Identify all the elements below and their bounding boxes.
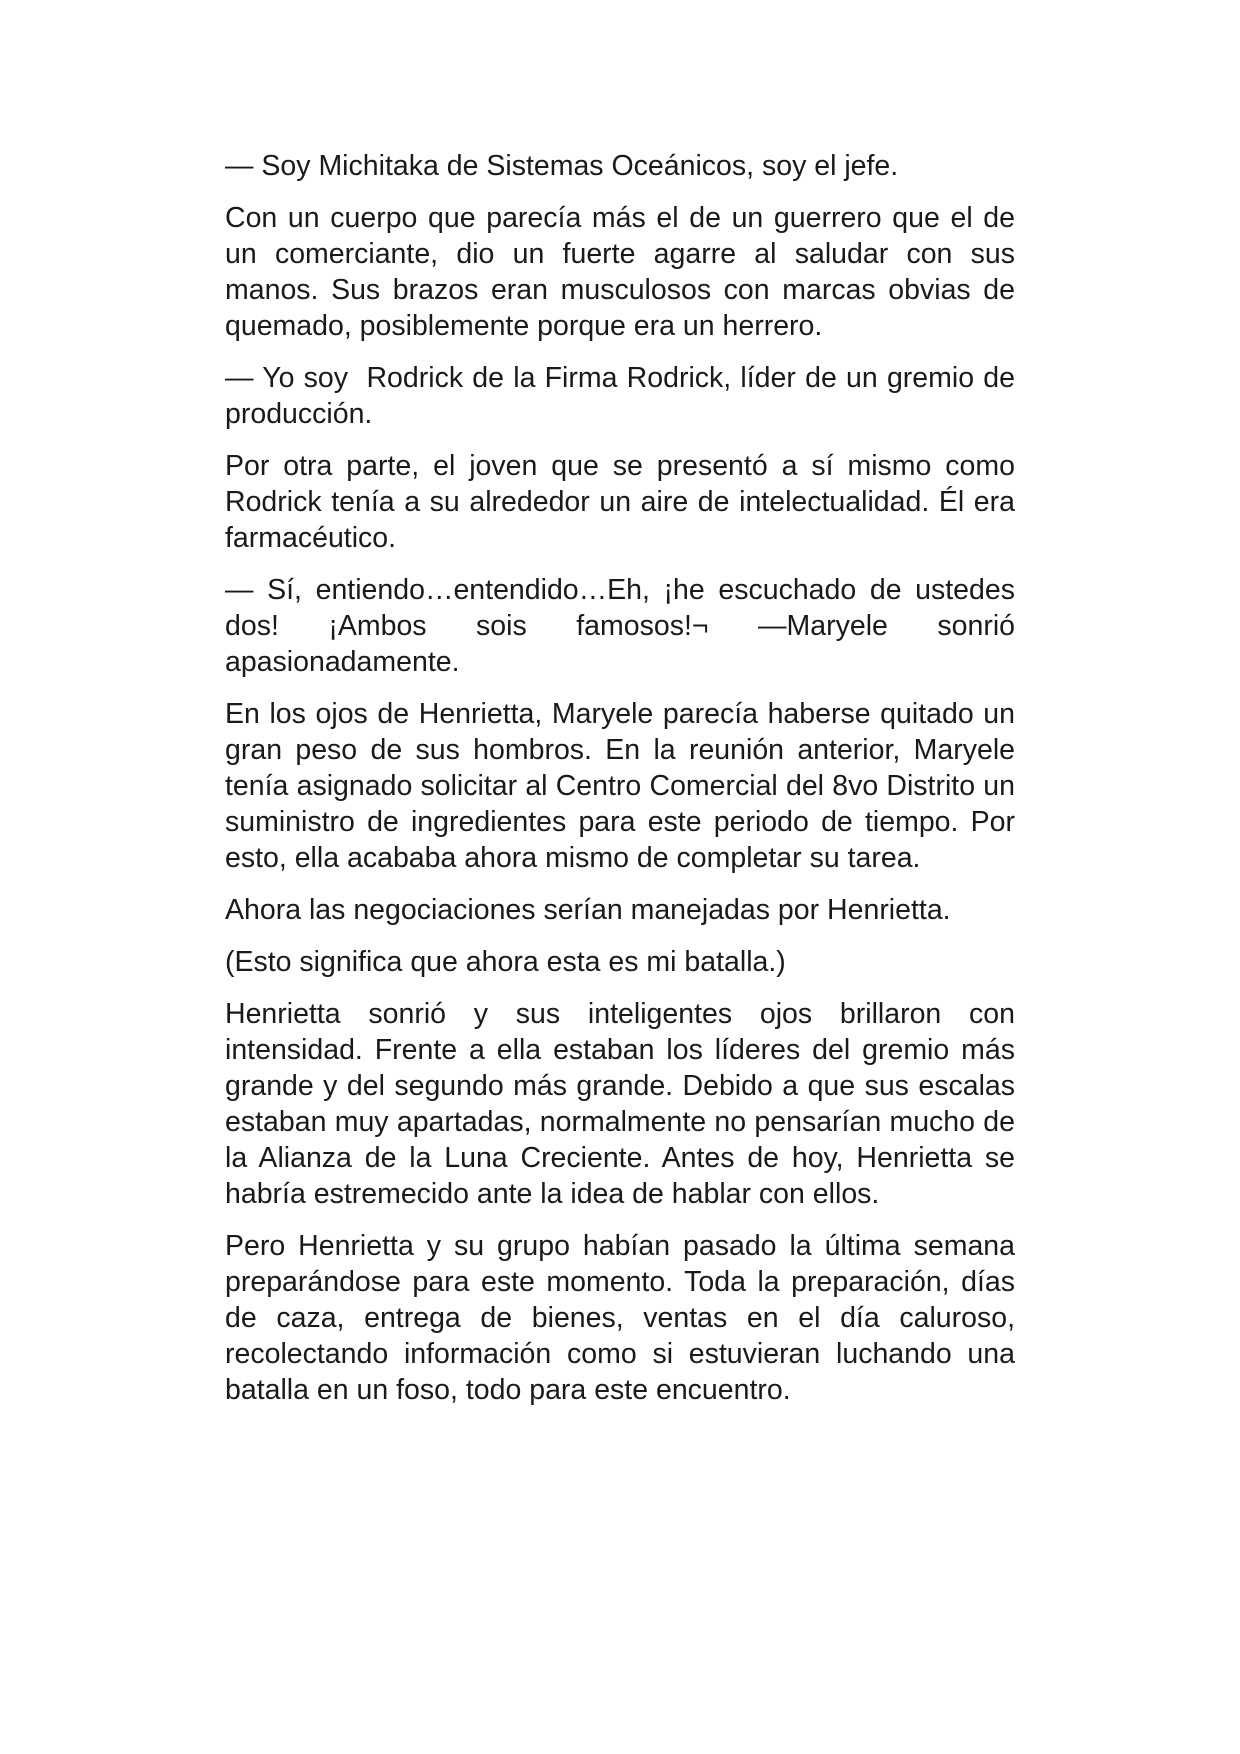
narration-paragraph: Por otra parte, el joven que se presentó a sí mismo como Rodrick tenía a su alrededor un aire de intelectualidad. Él era farmacéutico. [225,450,1023,554]
thought-paragraph: (Esto significa que ahora esta es mi batalla.) [225,946,786,978]
narration-paragraph: Henrietta sonrió y sus inteligentes ojos brillaron con intensidad. Frente a ella estaban los líderes del gremio más grande y del segundo más grande. Debido a que sus escalas estaban muy apartadas, normalmente no pensarían mucho de la Alianza de la Luna Creciente. Antes de hoy, Henrietta se habría estremecido ante la idea de hablar con ellos. [225,998,1023,1210]
narration-paragraph: Ahora las negociaciones serían manejadas por Henrietta. [225,894,951,926]
dialogue-paragraph: — Sí, entiendo…entendido…Eh, ¡he escuchado de ustedes dos! ¡Ambos sois famosos!¬ —Maryele sonrió apasionadamente. [225,574,1023,678]
narration-paragraph: Con un cuerpo que parecía más el de un guerrero que el de un comerciante, dio un fuerte agarre al saludar con sus manos. Sus brazos eran musculosos con marcas obvias de quemado, posiblemente porque era un herrero. [225,202,1023,342]
narration-paragraph: En los ojos de Henrietta, Maryele parecía haberse quitado un gran peso de sus hombros. En la reunión anterior, Maryele tenía asignado solicitar al Centro Comercial del 8vo Distrito un suministro de ingredientes para este periodo de tiempo. Por esto, ella acababa ahora mismo de completar su tarea. [225,698,1023,874]
narration-paragraph: Pero Henrietta y su grupo habían pasado la última semana preparándose para este momento. Toda la preparación, días de caza, entrega de bienes, ventas en el día caluroso, recolectando información como si estuvieran luchando una batalla en un foso, todo para este encuentro. [225,1230,1023,1406]
document-page [225,148,1023,1424]
dialogue-paragraph: — Yo soy Rodrick de la Firma Rodrick, líder de un gremio de producción. [225,362,1023,430]
dialogue-paragraph: — Soy Michitaka de Sistemas Oceánicos, soy el jefe. [225,150,899,182]
